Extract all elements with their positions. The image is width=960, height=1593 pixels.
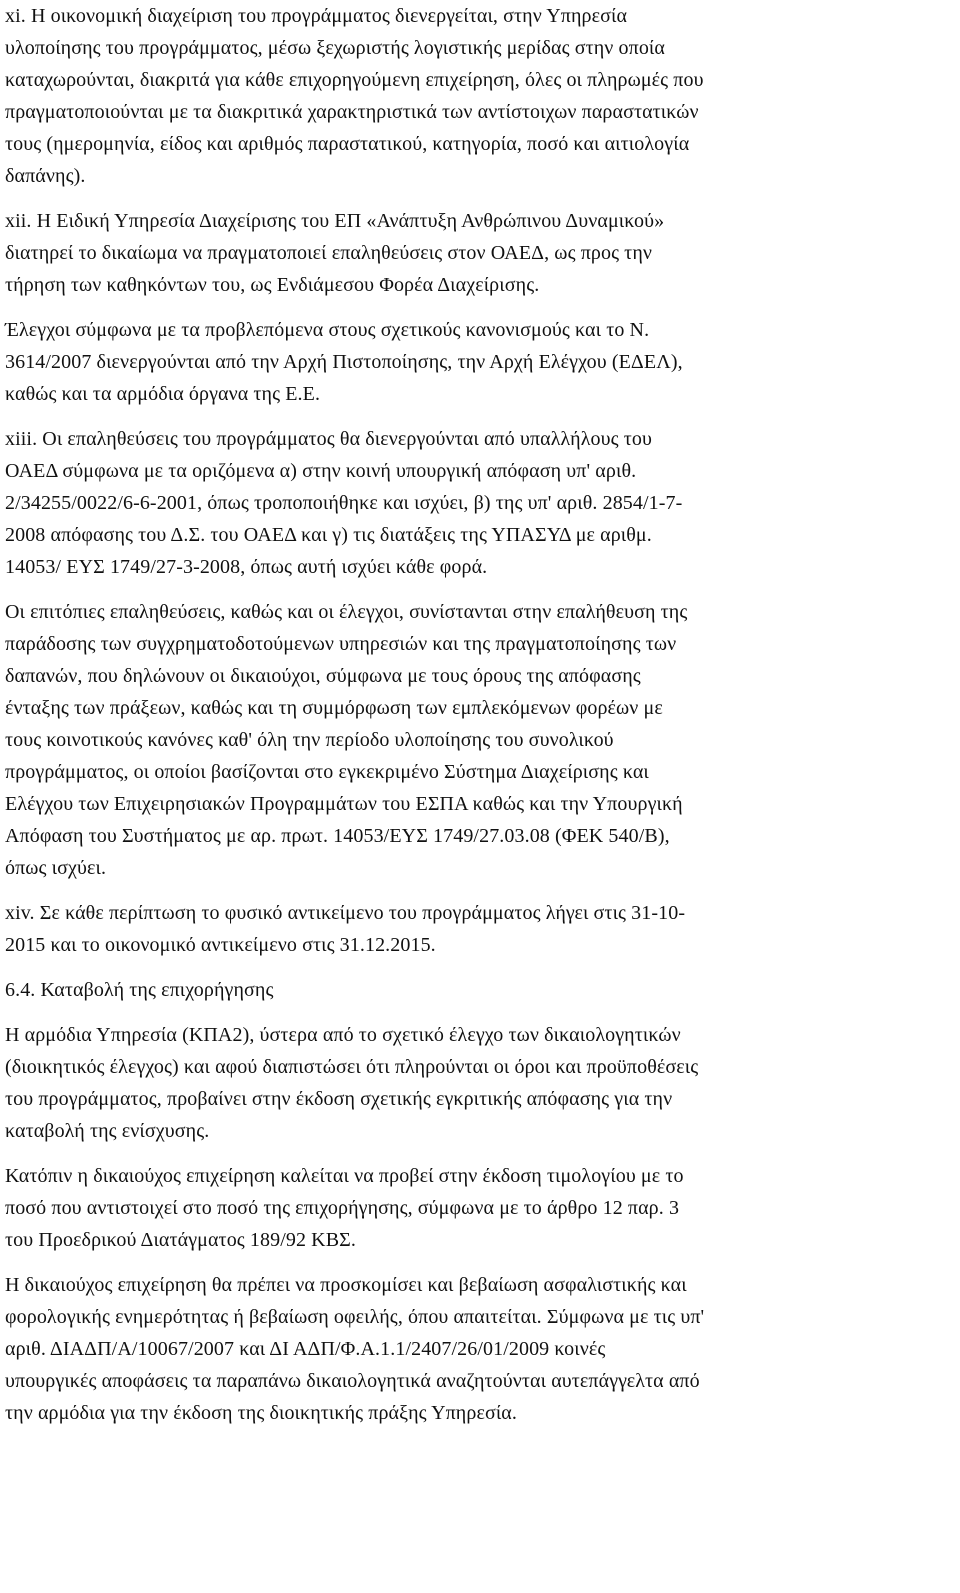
text-line: 2/34255/0022/6-6-2001, όπως τροποποιήθηκε και ισχύει, β) της υπ' αριθ. 2854/1-7- <box>5 492 683 514</box>
text-line: καταχωρούνται, διακριτά για κάθε επιχορηγούμενη επιχείρηση, όλες οι πληρωμές που <box>5 69 704 91</box>
paragraph-gap <box>5 1006 947 1019</box>
text-line: παράδοσης των συγχρηματοδοτούμενων υπηρεσιών και της πραγματοποίησης των <box>5 633 677 655</box>
text-line: xiii. Οι επαληθεύσεις του προγράμματος θα διενεργούνται από υπαλλήλους του <box>5 428 652 450</box>
text-line: 14053/ ΕΥΣ 1749/27-3-2008, όπως αυτή ισχύει κάθε φορά. <box>5 556 488 578</box>
text-line: δαπάνης). <box>5 165 86 187</box>
text-line: υπουργικές αποφάσεις τα παραπάνω δικαιολογητικά αναζητούνται αυτεπάγγελτα από <box>5 1370 700 1392</box>
text-line: ένταξης των πράξεων, καθώς και τη συμμόρφωση των εμπλεκόμενων φορέων με <box>5 697 663 719</box>
section-heading-6-4 <box>5 974 947 1006</box>
paragraph-xiv <box>5 897 947 961</box>
section-heading: 6.4. Καταβολή της επιχορήγησης <box>5 979 274 1001</box>
text-line: φορολογικής ενημερότητας ή βεβαίωση οφειλής, όπου απαιτείται. Σύμφωνα με τις υπ' <box>5 1306 705 1328</box>
text-line: πραγματοποιούνται με τα διακριτικά χαρακτηριστικά των αντίστοιχων παραστατικών <box>5 101 699 123</box>
paragraph-gap <box>5 1256 947 1269</box>
text-line: Η αρμόδια Υπηρεσία (ΚΠΑ2), ύστερα από το σχετικό έλεγχο των δικαιολογητικών <box>5 1024 681 1046</box>
text-line: καταβολή της ενίσχυσης. <box>5 1120 210 1142</box>
text-line: διατηρεί το δικαίωμα να πραγματοποιεί επαληθεύσεις στον ΟΑΕΔ, ως προς την <box>5 242 653 264</box>
paragraph-gap <box>5 583 947 596</box>
text-line: καθώς και τα αρμόδια όργανα της Ε.Ε. <box>5 383 321 405</box>
text-line: όπως ισχύει. <box>5 857 107 879</box>
paragraph-gap <box>5 884 947 897</box>
document-page <box>5 0 947 1429</box>
text-line: τους κοινοτικούς κανόνες καθ' όλη την περίοδο υλοποίησης του συνολικού <box>5 729 614 751</box>
text-line: Απόφαση του Συστήματος με αρ. πρωτ. 14053/ΕΥΣ 1749/27.03.08 (ΦΕΚ 540/Β), <box>5 825 670 847</box>
text-line: υλοποίησης του προγράμματος, μέσω ξεχωριστής λογιστικής μερίδας στην οποία <box>5 37 665 59</box>
paragraph-xi <box>5 0 947 192</box>
paragraph-gap <box>5 192 947 205</box>
text-line: 2015 και το οικονομικό αντικείμενο στις 31.12.2015. <box>5 934 436 956</box>
text-line: του προγράμματος, προβαίνει στην έκδοση σχετικής εγκριτικής απόφασης για την <box>5 1088 673 1110</box>
text-line: Οι επιτόπιες επαληθεύσεις, καθώς και οι έλεγχοι, συνίστανται στην επαλήθευση της <box>5 601 688 623</box>
paragraph-xiii <box>5 423 947 583</box>
paragraph-gap <box>5 1147 947 1160</box>
text-line: Ελέγχου των Επιχειρησιακών Προγραμμάτων του ΕΣΠΑ καθώς και την Υπουργική <box>5 793 683 815</box>
text-line: Η δικαιούχος επιχείρηση θα πρέπει να προσκομίσει και βεβαίωση ασφαλιστικής και <box>5 1274 687 1296</box>
text-line: 3614/2007 διενεργούνται από την Αρχή Πιστοποίησης, την Αρχή Ελέγχου (ΕΔΕΛ), <box>5 351 683 373</box>
text-line: Κατόπιν η δικαιούχος επιχείρηση καλείται να προβεί στην έκδοση τιμολογίου με το <box>5 1165 684 1187</box>
paragraph-kpa2 <box>5 1019 947 1147</box>
text-line: xii. Η Ειδική Υπηρεσία Διαχείρισης του ΕΠ «Ανάπτυξη Ανθρώπινου Δυναμικού» <box>5 210 665 232</box>
paragraph-invoice <box>5 1160 947 1256</box>
paragraph-xii <box>5 205 947 301</box>
text-line: 2008 απόφασης του Δ.Σ. του ΟΑΕΔ και γ) τις διατάξεις της ΥΠΑΣΥΔ με αριθμ. <box>5 524 652 546</box>
text-line: xiv. Σε κάθε περίπτωση το φυσικό αντικείμενο του προγράμματος λήγει στις 31-10- <box>5 902 686 924</box>
text-line: Έλεγχοι σύμφωνα με τα προβλεπόμενα στους σχετικούς κανονισμούς και το Ν. <box>5 319 650 341</box>
text-line: δαπανών, που δηλώνουν οι δικαιούχοι, σύμφωνα με τους όρους της απόφασης <box>5 665 641 687</box>
text-line: του Προεδρικού Διατάγματος 189/92 ΚΒΣ. <box>5 1229 356 1251</box>
paragraph-gap <box>5 410 947 423</box>
text-line: ποσό που αντιστοιχεί στο ποσό της επιχορήγησης, σύμφωνα με το άρθρο 12 παρ. 3 <box>5 1197 680 1219</box>
text-line: αριθ. ΔΙΑΔΠ/Α/10067/2007 και ΔΙ ΑΔΠ/Φ.Α.1.1/2407/26/01/2009 κοινές <box>5 1338 606 1360</box>
paragraph-gap <box>5 961 947 974</box>
text-line: την αρμόδια για την έκδοση της διοικητικής πράξης Υπηρεσία. <box>5 1402 517 1424</box>
text-line: τήρηση των καθηκόντων του, ως Ενδιάμεσου Φορέα Διαχείρισης. <box>5 274 540 296</box>
paragraph-onsite-verifications <box>5 596 947 884</box>
text-line: (διοικητικός έλεγχος) και αφού διαπιστώσει ότι πληρούνται οι όροι και προϋποθέσεις <box>5 1056 699 1078</box>
paragraph-controls <box>5 314 947 410</box>
paragraph-gap <box>5 301 947 314</box>
text-line: τους (ημερομηνία, είδος και αριθμός παραστατικού, κατηγορία, ποσό και αιτιολογία <box>5 133 690 155</box>
paragraph-certificate <box>5 1269 947 1429</box>
text-line: ΟΑΕΔ σύμφωνα με τα οριζόμενα α) στην κοινή υπουργική απόφαση υπ' αριθ. <box>5 460 637 482</box>
text-line: προγράμματος, οι οποίοι βασίζονται στο εγκεκριμένο Σύστημα Διαχείρισης και <box>5 761 649 783</box>
text-line: xi. Η οικονομική διαχείριση του προγράμματος διενεργείται, στην Υπηρεσία <box>5 5 628 27</box>
